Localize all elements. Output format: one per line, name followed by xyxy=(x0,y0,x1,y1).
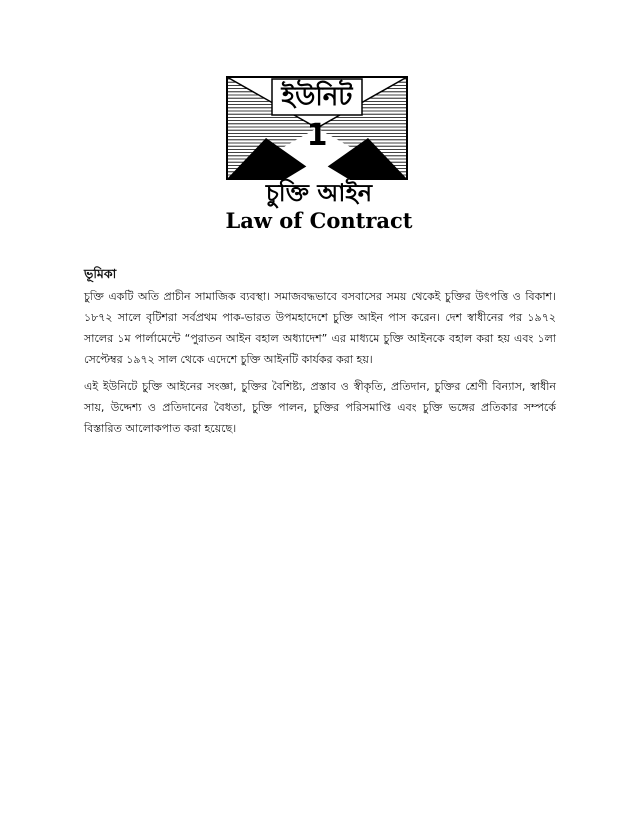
chapter-title-english: Law of Contract xyxy=(225,208,413,233)
chapter-title-bangla: চুক্তি আইন xyxy=(265,179,373,207)
unit-label: ইউনিট xyxy=(281,82,353,112)
unit-badge xyxy=(226,76,408,180)
paragraph-intro: চুক্তি একটি অতি প্রাচীন সামাজিক ব্যবস্থা। সমাজবদ্ধভাবে বসবাসের সময় থেকেই চুক্তির উৎপত্তি ও বিকাশ। ১৮৭২ সালে বৃটিশরা সর্বপ্রথম পাক-ভারত উপমহাদেশে চুক্তি আইন পাস করেন। দেশ স্বাধীনের পর ১৯৭২ সালের ১ম পার্লামেন্টে “পুরাতন আইন বহাল অধ্যাদেশ” এর মাধ্যমে চুক্তি আইনকে বহাল করা হয় এবং ১লা সেপ্টেম্বর ১৯৭২ সাল থেকে এদেশে চুক্তি আইনটি কার্যকর করা হয়। xyxy=(84,290,556,366)
paragraph-overview: এই ইউনিটে চুক্তি আইনের সংজ্ঞা, চুক্তির বৈশিষ্ট্য, প্রস্তাব ও স্বীকৃতি, প্রতিদান, চুক্তির শ্রেণী বিন্যাস, স্বাধীন সায়, উদ্দেশ্য ও প্রতিদানের বৈধতা, চুক্তি পালন, চুক্তির পরিসমাপ্তি এবং চুক্তি ভঙ্গের প্রতিকার সম্পর্কে বিস্তারিত আলোকপাত করা হয়েছে। xyxy=(84,380,556,435)
section-heading: ভূমিকা xyxy=(84,266,117,281)
content-section xyxy=(84,264,556,445)
unit-number: 1 xyxy=(306,118,328,153)
